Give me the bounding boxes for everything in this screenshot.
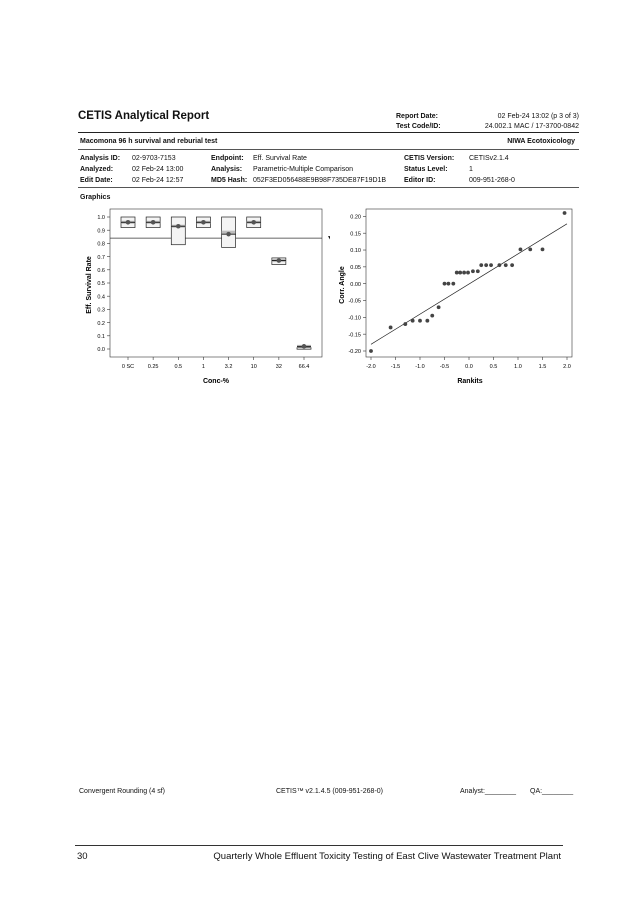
test-name: Macomona 96 h survival and reburial test [80, 138, 218, 145]
qq-chart-ylabel: Corr. Angle [339, 266, 346, 304]
footer-rounding: Convergent Rounding (4 sf) [79, 788, 165, 795]
qq-point [489, 263, 493, 267]
edit-date-label: Edit Date: [80, 177, 113, 184]
version-label: CETIS Version: [404, 155, 455, 162]
box-ytick-label: 0.3 [97, 307, 105, 314]
page-footer-rule [75, 845, 563, 846]
md5: 052F3ED056488E9B98F735DE87F19D1B [253, 177, 387, 184]
qq-point [455, 271, 459, 275]
box-xtick-label: 66.4 [298, 364, 310, 370]
box-xtick-label: 0.5 [174, 364, 183, 370]
qq-point [425, 319, 429, 323]
qq-xtick-label: 2.0 [563, 364, 571, 370]
qq-point [466, 271, 470, 275]
graphics-heading: Graphics [80, 194, 111, 201]
box-ytick-label: 0.0 [97, 347, 105, 354]
box-ytick-label: 0.8 [97, 241, 105, 248]
endpoint-label: Endpoint: [211, 155, 244, 162]
qq-ytick-label: -0.15 [348, 332, 361, 339]
analysis-id-label: Analysis ID: [80, 155, 121, 162]
status: 1 [469, 166, 473, 173]
box-xtick-label: 0.25 [147, 364, 159, 370]
page-footer-title: Quarterly Whole Effluent Toxicity Testing of East Clive Wastewater Treatment Plant [213, 851, 561, 862]
qq-ytick-label: 0.15 [350, 231, 361, 238]
survival-box-chart [80, 205, 330, 395]
qq-xtick-label: 1.5 [538, 364, 547, 370]
footer-version: CETIS™ v2.1.4.5 (009-951-268-0) [276, 788, 383, 795]
qq-point [443, 282, 447, 286]
qq-point [437, 305, 441, 309]
box-xtick-label: 3.2 [224, 364, 233, 370]
box-xtick-label: 0 SC [121, 364, 135, 370]
report-date-label: Report Date: [396, 113, 439, 120]
qq-point [389, 326, 393, 330]
header-rule [78, 132, 579, 133]
qq-point [510, 263, 514, 267]
qq-fit-line [371, 224, 567, 344]
qq-ytick-label: -0.10 [348, 315, 361, 322]
qq-point [418, 319, 422, 323]
box-xtick-label: 32 [275, 364, 282, 370]
info-bottom-rule [78, 187, 579, 188]
qq-point [528, 247, 532, 251]
qq-point [484, 263, 488, 267]
box-ytick-label: 1.0 [97, 215, 105, 222]
version: CETISv2.1.4 [469, 155, 509, 162]
qq-point [519, 247, 523, 251]
qq-xtick-label: 0.0 [465, 364, 473, 370]
qq-scatter-chart [333, 205, 579, 395]
box-ytick-label: 0.7 [97, 254, 105, 261]
box-mean-point [302, 344, 307, 349]
analysis: Parametric-Multiple Comparison [253, 166, 353, 173]
qq-point [462, 271, 466, 275]
test-code-value: 24.002.1 MAC / 17-3700-0842 [484, 123, 579, 130]
status-label: Status Level: [404, 166, 448, 173]
box-xtick-label: 10 [250, 364, 257, 370]
box-ytick-label: 0.5 [97, 281, 105, 288]
qq-xtick-label: -0.5 [439, 364, 450, 370]
qq-point [563, 211, 567, 215]
page-number: 30 [77, 851, 88, 862]
analysis-id: 02-9703-7153 [132, 155, 176, 162]
qq-ytick-label: 0.05 [350, 265, 361, 272]
reference-marker-icon [328, 236, 330, 241]
edit-date: 02 Feb-24 12:57 [132, 177, 184, 184]
qq-xtick-label: 1.0 [514, 364, 522, 370]
qq-xtick-label: -1.0 [415, 364, 425, 370]
editor-label: Editor ID: [404, 177, 436, 184]
box-ytick-label: 0.9 [97, 228, 105, 235]
md5-label: MD5 Hash: [211, 177, 248, 184]
qq-point [451, 282, 455, 286]
info-top-rule [78, 149, 579, 150]
analysis-label: Analysis: [211, 166, 243, 173]
report-title: CETIS Analytical Report [78, 110, 210, 122]
box-xtick-label: 1 [201, 364, 205, 370]
box-chart-xlabel: Conc-% [202, 378, 230, 385]
box-ytick-label: 0.6 [97, 268, 105, 274]
box-mean-point [126, 220, 131, 225]
organisation: NIWA Ecotoxicology [507, 138, 575, 145]
box-ytick-label: 0.2 [97, 320, 105, 327]
report-date-value: 02 Feb-24 13:02 (p 3 of 3) [497, 113, 579, 120]
endpoint: Eff. Survival Rate [253, 155, 307, 162]
qq-ytick-label: -0.20 [348, 349, 361, 356]
qq-xtick-label: 0.5 [489, 364, 498, 370]
qq-chart-xlabel: Rankits [457, 378, 483, 385]
qq-point [458, 271, 462, 275]
footer-analyst: Analyst:________ [460, 788, 517, 795]
box-mean-point [201, 220, 206, 225]
editor: 009-951-268-0 [469, 177, 515, 184]
box-ytick-label: 0.1 [97, 334, 105, 340]
analyzed-label: Analyzed: [80, 166, 114, 173]
analyzed: 02 Feb-24 13:00 [132, 166, 184, 173]
qq-ytick-label: 0.10 [350, 248, 361, 255]
qq-ytick-label: -0.05 [348, 298, 361, 305]
qq-point [471, 269, 475, 273]
qq-point [504, 263, 508, 267]
qq-point [447, 282, 451, 286]
qq-ytick-label: 0.00 [350, 281, 361, 288]
box-mean-point [226, 232, 231, 237]
box-ytick-label: 0.4 [97, 294, 105, 301]
box-mean-point [151, 220, 156, 225]
footer-qa: QA:________ [530, 788, 574, 795]
qq-point [369, 349, 373, 353]
box-chart-ylabel: Eff. Survival Rate [86, 256, 93, 314]
box-plot-frame [110, 209, 322, 357]
qq-ytick-label: 0.20 [350, 214, 361, 221]
box-mean-point [251, 220, 256, 225]
box-mean-point [277, 258, 282, 263]
qq-xtick-label: -1.5 [390, 364, 401, 370]
qq-point [403, 322, 407, 326]
qq-point [541, 247, 545, 251]
box-plot-box [171, 217, 185, 245]
qq-point [497, 263, 501, 267]
box-mean-point [176, 224, 181, 229]
qq-point [476, 269, 480, 273]
test-code-label: Test Code/ID: [396, 123, 441, 130]
qq-plot-frame [366, 209, 572, 357]
qq-point [479, 263, 483, 267]
qq-xtick-label: -2.0 [366, 364, 376, 370]
qq-point [430, 314, 434, 318]
qq-point [411, 319, 415, 323]
